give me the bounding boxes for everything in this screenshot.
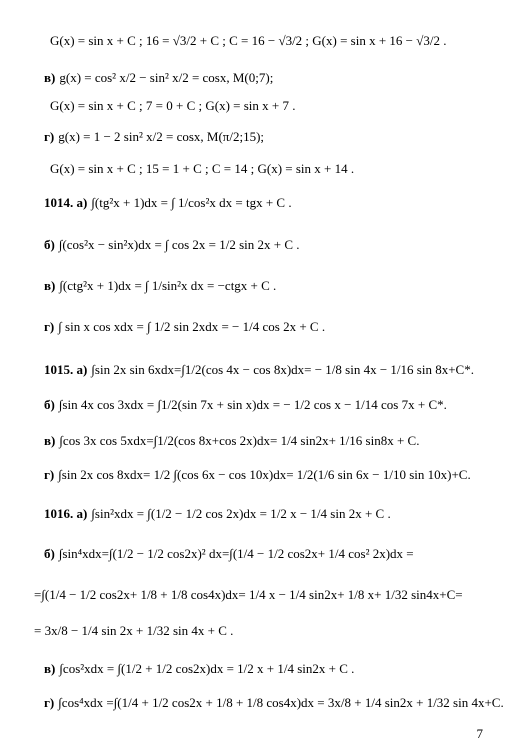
math-line-2: в) g(x) = cos² x/2 − sin² x/2 = cosx, M(0;7); (44, 70, 274, 85)
problem-1014-a: 1014. а) ∫(tg²x + 1)dx = ∫ 1/cos²x dx = tgx + C . (44, 195, 292, 210)
problem-1016-a: 1016. а) ∫sin²xdx = ∫(1/2 − 1/2 cos 2x)dx = 1/2 x − 1/4 sin 2x + C . (44, 506, 391, 521)
problem-1014-v: в) ∫(ctg²x + 1)dx = ∫ 1/sin²x dx = −ctgx + C . (44, 278, 277, 293)
math-line-5: G(x) = sin x + C ; 15 = 1 + C ; C = 14 ; G(x) = sin x + 14 . (50, 161, 355, 176)
problem-1016-b: б) ∫sin⁴xdx=∫(1/2 − 1/2 cos2x)² dx=∫(1/4 − 1/2 cos2x+ 1/4 cos² 2x)dx = (44, 546, 414, 561)
problem-1015-b: б) ∫sin 4x cos 3xdx = ∫1/2(sin 7x + sin x)dx = − 1/2 cos x − 1/14 cos 7x + C*. (44, 397, 447, 412)
problem-1016-b-cont-1: =∫(1/4 − 1/2 cos2x+ 1/8 + 1/8 cos4x)dx= 1/4 x − 1/4 sin2x+ 1/8 x+ 1/32 sin4x+C= (34, 587, 463, 602)
math-line-4: г) g(x) = 1 − 2 sin² x/2 = cosx, M(π/2;15); (44, 129, 265, 144)
page-number: 7 (476, 726, 483, 741)
problem-1016-b-cont-2: = 3x/8 − 1/4 sin 2x + 1/32 sin 4x + C . (34, 623, 234, 638)
problem-1016-v: в) ∫cos²xdx = ∫(1/2 + 1/2 cos2x)dx = 1/2 x + 1/4 sin2x + C . (44, 661, 355, 676)
problem-1014-b: б) ∫(cos²x − sin²x)dx = ∫ cos 2x = 1/2 sin 2x + C . (44, 237, 300, 252)
problem-1015-v: в) ∫cos 3x cos 5xdx=∫1/2(cos 8x+cos 2x)dx= 1/4 sin2x+ 1/16 sin8x + C. (44, 433, 420, 448)
problem-1016-g: г) ∫cos⁴xdx =∫(1/4 + 1/2 cos2x + 1/8 + 1/8 cos4x)dx = 3x/8 + 1/4 sin2x + 1/32 sin 4x+C. (44, 695, 504, 710)
math-line-1: G(x) = sin x + C ; 16 = √3/2 + C ; C = 16 − √3/2 ; G(x) = sin x + 16 − √3/2 . (50, 33, 447, 48)
problem-1015-a: 1015. а) ∫sin 2x sin 6xdx=∫1/2(cos 4x − cos 8x)dx= − 1/8 sin 4x − 1/16 sin 8x+C*. (44, 362, 474, 377)
problem-1015-g: г) ∫sin 2x cos 8xdx= 1/2 ∫(cos 6x − cos 10x)dx= 1/2(1/6 sin 6x − 1/10 sin 10x)+C. (44, 467, 471, 482)
problem-1014-g: г) ∫ sin x cos xdx = ∫ 1/2 sin 2xdx = − 1/4 cos 2x + C . (44, 319, 326, 334)
math-line-3: G(x) = sin x + C ; 7 = 0 + C ; G(x) = sin x + 7 . (50, 98, 296, 113)
